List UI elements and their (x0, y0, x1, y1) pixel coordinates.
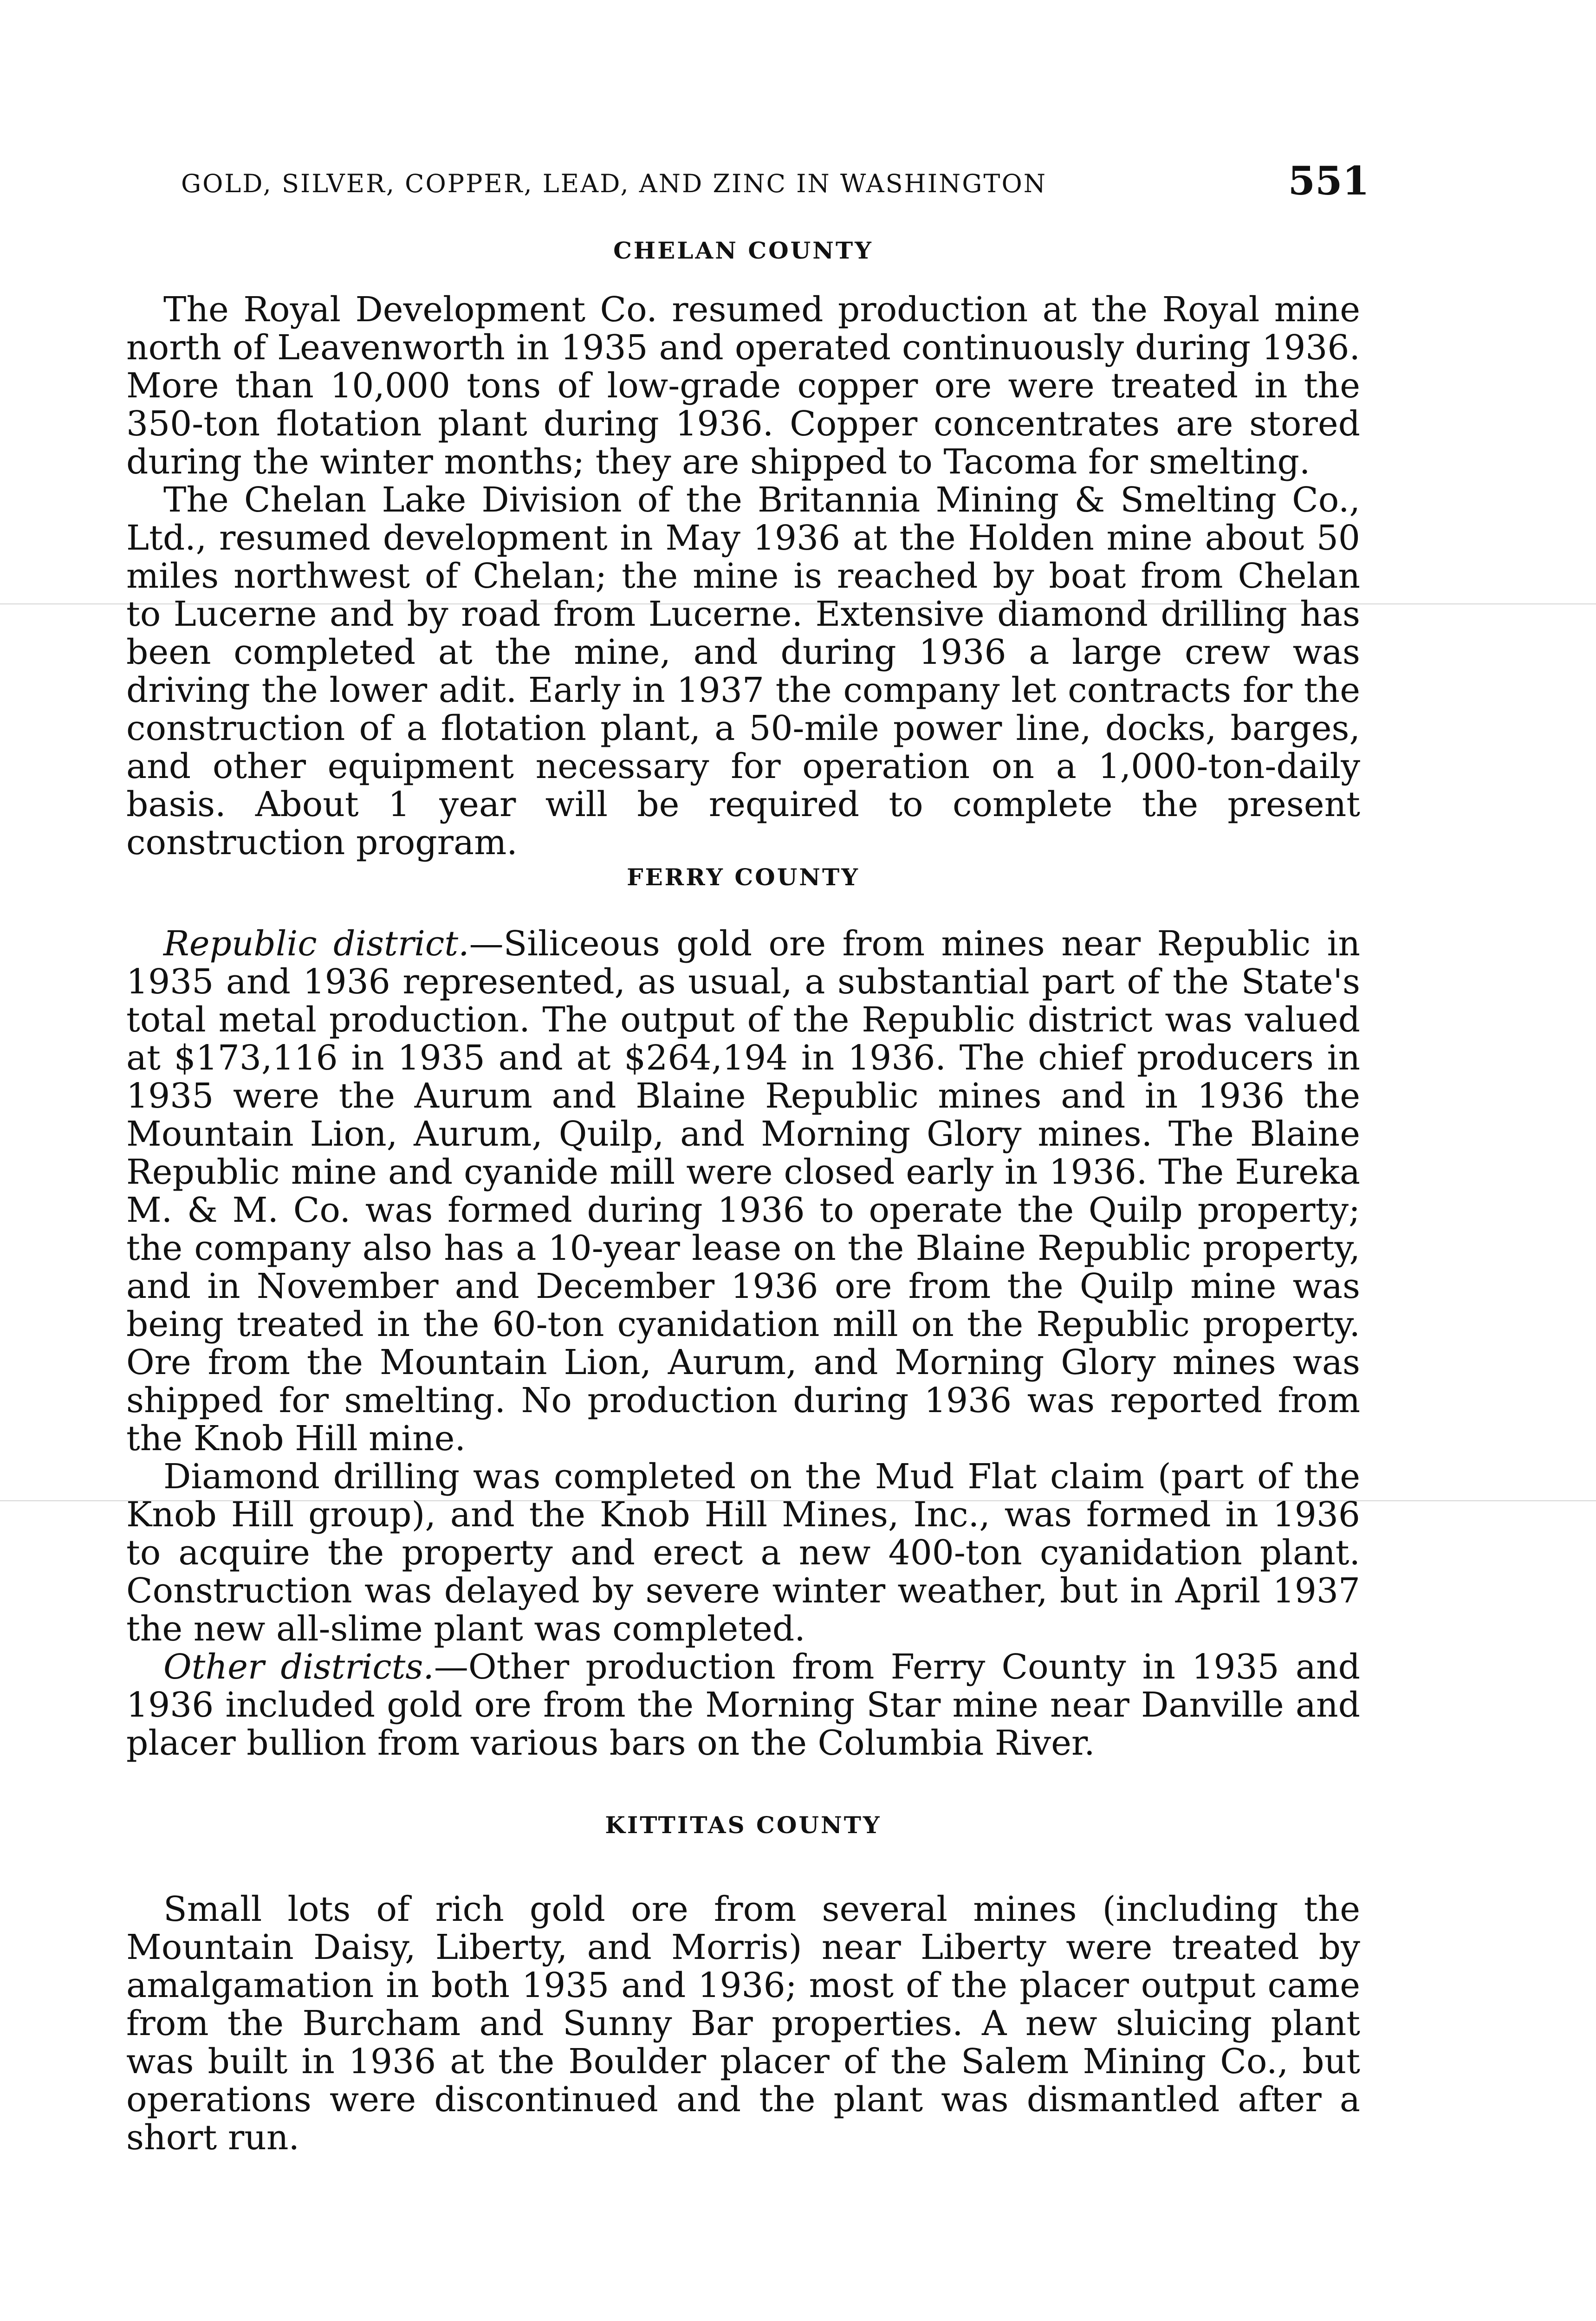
paragraph-text: Diamond drilling was completed on the Mud Flat claim (part of the Knob Hill group), and the Knob Hill Mines, Inc., was formed in 1936 to acquire the property and erect a new 400-ton cyanidation plant. Construction was delayed by severe winter weather, but in April 1937 the new all-slime plant was completed. (126, 1457, 1360, 1649)
section-heading-kittitas: KITTITAS COUNTY (605, 1811, 882, 1839)
paragraph (126, 291, 1360, 481)
paragraph (126, 1458, 1360, 1648)
page-number: 551 (1288, 158, 1369, 204)
section-heading-chelan: CHELAN COUNTY (613, 237, 873, 264)
paragraph-text: The Chelan Lake Division of the Britannia Mining & Smelting Co., Ltd., resumed development in May 1936 at the Holden mine about 50 miles northwest of Chelan; the mine is reached by boat from Chelan to Lucerne and by road from Lucerne. Extensive diamond drilling has been completed at the mine, and during 1936 a large crew was driving the lower adit. Early in 1937 the company let contracts for the construction of a flotation plant, a 50-mile power line, docks, barges, and other equipment necessary for operation on a 1,000-ton-daily basis. About 1 year will be required to complete the present construction program. (126, 480, 1360, 862)
paragraph (126, 1890, 1360, 2157)
paragraph (126, 1648, 1360, 1762)
body-text (126, 237, 1360, 2157)
paragraph (126, 481, 1360, 862)
paragraph-lead-in: Republic district. (163, 924, 469, 964)
paragraph-text: Small lots of rich gold ore from several mines (including the Mountain Daisy, Liberty, and Morris) near Liberty were treated by amalgamation in both 1935 and 1936; most of the placer output came from the Burcham and Sunny Bar properties. A new sluicing plant was built in 1936 at the Boulder placer of the Salem Mining Co., but operations were discontinued and the plant was dismantled after a short run. (126, 1889, 1360, 2158)
section-heading-ferry: FERRY COUNTY (627, 863, 860, 891)
paragraph (126, 925, 1360, 1458)
paragraph-text: The Royal Development Co. resumed production at the Royal mine north of Leavenworth in 1935 and operated continuously during 1936. More than 10,000 tons of low-grade copper ore were treated in the 350-ton flotation plant during 1936. Copper concentrates are stored during the winter months; they are shipped to Tacoma for smelting. (126, 290, 1360, 482)
paragraph-text: —Siliceous gold ore from mines near Republic in 1935 and 1936 represented, as usual, a substantial part of the State's total metal production. The output of the Republic district was valued at $173,116 in 1935 and at $264,194 in 1936. The chief producers in 1935 were the Aurum and Blaine Republic mines and in 1936 the Mountain Lion, Aurum, Quilp, and Morning Glory mines. The Blaine Republic mine and cyanide mill were closed early in 1936. The Eureka M. & M. Co. was formed during 1936 to operate the Quilp property; the company also has a 10-year lease on the Blaine Republic property, and in November and December 1936 ore from the Quilp mine was being treated in the 60-ton cyanidation mill on the Republic property. Ore from the Mountain Lion, Aurum, and Morning Glory mines was shipped for smelting. No production during 1936 was reported from the Knob Hill mine. (126, 924, 1360, 1459)
paragraph-text: —Other production from Ferry County in 1935 and 1936 included gold ore from the Morning Star mine near Danville and placer bullion from various bars on the Columbia River. (126, 1647, 1360, 1763)
running-head (181, 158, 1369, 214)
paragraph-lead-in: Other districts. (163, 1647, 434, 1687)
running-title: GOLD, SILVER, COPPER, LEAD, AND ZINC IN WASHINGTON (181, 169, 1047, 198)
